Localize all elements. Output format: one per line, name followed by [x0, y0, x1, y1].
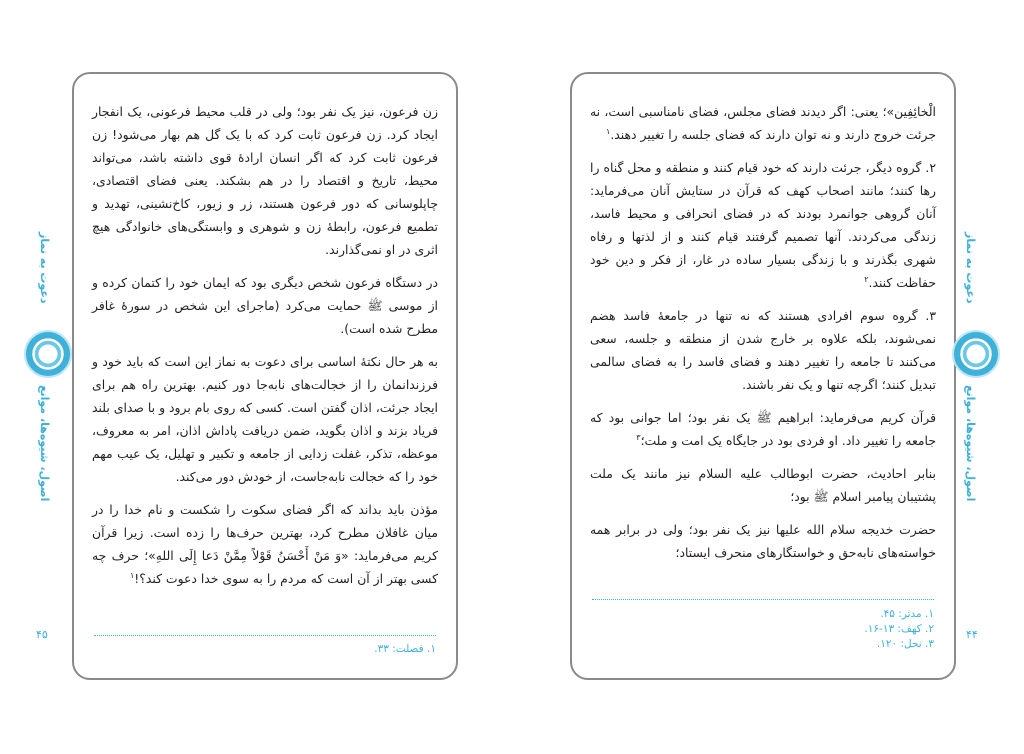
footnote: ۲. کهف: ۱۳-۱۶. [864, 623, 934, 635]
footnote-marker: ۱ [129, 570, 135, 580]
paragraph: بنابر احادیث، حضرت ابوطالب علیه السلام نیز مانند یک ملت پشتیبان پیامبر اسلام ﷺ بود؛ [590, 466, 936, 504]
footnotes [94, 642, 436, 657]
paragraph: ۳. گروه سوم افرادی هستند که نه تنها در جامعهٔ فاسد هضم نمی‌شوند، بلکه علاوه بر خارج شدن از منطقه و جلسه، سعی می‌کنند تا جامعه را تغییر دهند و فضای فاسد را به فضای سالمی تبدیل کنند؛ اگرچه تنها و یک نفر باشند. [590, 308, 936, 392]
running-head-title: دعوت به نماز [964, 232, 977, 304]
paragraph: در دستگاه فرعون شخص دیگری بود که ایمان خود را کتمان کرده و از موسی ﷺ حمایت می‌کرد (ماجرای این شخص در سورهٔ غافر مطرح شده است). [92, 275, 438, 336]
page-number: ۴۵ [36, 628, 48, 641]
footnote-marker: ۳ [636, 432, 641, 442]
paragraph-with-footnote [590, 156, 936, 294]
paragraph-text: مؤذن باید بداند که اگر فضای سکوت را شکست و نام خدا را در میان غافلان مطرح کرد، بهترین حرف‌ها را زده است. زیرا قرآن کریم می‌فرماید: «وَ مَنْ أَحْسَنُ قَوْلاً مِمَّنْ دَعا إِلَى اللهِ»؛ حرف چه کسی بهتر از آن است که مردم را به سوی خدا دعوت کند؟! [92, 502, 438, 586]
running-head-subtitle: اصول، شیوه‌ها، موانع [964, 385, 977, 502]
footnotes [592, 607, 934, 652]
body-text [590, 100, 936, 574]
paragraph: حضرت خدیجه سلام الله علیها نیز یک نفر بود؛ ولی در برابر همه خواسته‌های نابه‌حق و خواستگارهای منحرف ایستاد؛ [590, 522, 936, 560]
footnote-divider [94, 635, 436, 636]
seal-logo-icon [24, 330, 72, 378]
paragraph-text: الْخائِفِين»؛ یعنی: اگر دیدند فضای مجلس، فضای نامناسبی است، نه جرئت خروج دارند و نه توان دارند که فضای جلسه را تغییر دهند. [590, 104, 936, 142]
running-head-title: دعوت به نماز [38, 232, 51, 304]
paragraph-with-footnote [590, 100, 936, 146]
footnote-marker: ۱ [606, 126, 611, 136]
running-head-subtitle: اصول، شیوه‌ها، موانع [38, 385, 51, 502]
paragraph: به هر حال نکتهٔ اساسی برای دعوت به نماز این است که باید خود و فرزندانمان را از خجالت‌های نابه‌جا دور کنیم. بهترین راه هم برای ایجاد جرئت، اذان گفتن است. کسی که روی بام برود و با صدای بلند فریاد بزند و اذان بگوید، ضمن دریافت پاداش اذان، امر به معروف، موعظه، تذکر، غفلت زدایی از جامعه و تکبیر و تهلیل، یک عیب مهم خود را که خجالت نابه‌جاست، از خودش دور می‌کند. [92, 354, 438, 484]
paragraph-with-footnote [92, 498, 438, 590]
seal-logo-icon [952, 330, 1000, 378]
footnote-divider [592, 599, 934, 600]
paragraph-text: قرآن کریم می‌فرماید: ابراهیم ﷺ یک نفر بود؛ اما جوانی بود که جامعه را تغییر داد. او فردی بود در جایگاه یک امت و ملت؛ [590, 410, 936, 448]
footnote: ۱. مدثر: ۴۵. [880, 608, 934, 620]
page-number: ۴۴ [966, 628, 978, 641]
paragraph: زن فرعون، نیز یک نفر بود؛ ولی در قلب محیط فرعونی، یک انفجار ایجاد کرد. زن فرعون ثابت کرد که با یک گل هم بهار می‌شود! زن فرعون ثابت کرد که اگر انسان ارادهٔ قوی داشته باشد، می‌تواند محیط، تاریخ و اقتصاد را در هم بشکند. یعنی فضای اقتصادی، چاپلوسانی که دور فرعون هستند، زر و زیور، کاخ‌نشینی، تهدید و تطمیع فرعون، رابطهٔ زن و شوهری و وابستگی‌های خانوادگی هیچ اثری در او نمی‌گذارند. [92, 104, 438, 257]
paragraph-text: ۲. گروه دیگر، جرئت دارند که خود قیام کنند و منطقه و محل گناه را رها کنند؛ مانند اصحاب کهف که قرآن در ستایش آنان می‌فرماید: آنان گروهی جوانمرد بودند که در فضای انحرافی و محیط فاسد، زندگی می‌کردند. آنها تصمیم گرفتند قیام کنند و از لذتها و رفاه شهری بگذرند و با زندگی بسیار ساده در غار، از فکر و دین خود حفاظت کنند. [590, 160, 936, 290]
body-text [92, 100, 438, 600]
footnote: ۳. نحل: ۱۲۰. [876, 638, 934, 650]
footnote-marker: ۲ [864, 274, 869, 284]
paragraph-with-footnote [590, 406, 936, 452]
footnote: ۱. فصلت: ۳۳. [374, 643, 436, 655]
page-right [570, 72, 956, 680]
page-left [72, 72, 458, 680]
